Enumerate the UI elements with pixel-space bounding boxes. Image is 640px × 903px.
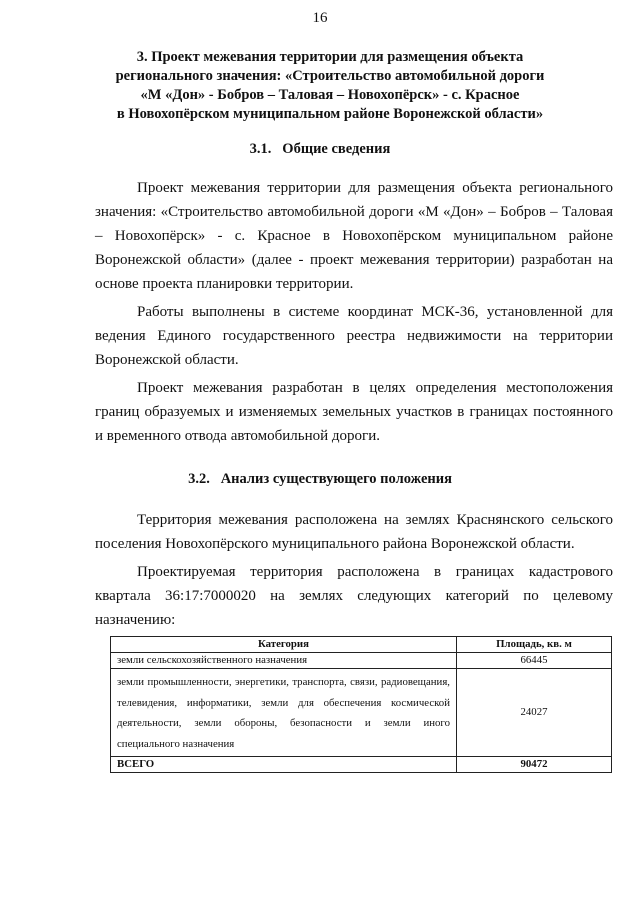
subsection-number: 3.2. [188, 471, 210, 487]
section-title-line: регионального значения: «Строительство автомобильной дороги [115, 68, 545, 84]
section-title-line: 3. Проект межевания территории для размещения объекта [136, 49, 524, 65]
table-total-label: ВСЕГО [111, 757, 457, 773]
subsection-heading-analysis [0, 470, 640, 489]
subsection-number: 3.1. [249, 141, 272, 157]
table-total-row [111, 757, 612, 773]
section-title-line: в Новохопёрском муниципальном районе Воронежской области» [116, 106, 544, 122]
table-row [111, 653, 612, 669]
land-category-table [110, 636, 612, 773]
page-number: 16 [312, 10, 328, 26]
table-cell-category: земли сельскохозяйственного назначения [111, 653, 457, 669]
paragraph: Проект межевания разработан в целях определения местоположения границ образуемых и изменяемых земельных участков в границах постоянного и временного отвода автомобильной дороги. [95, 380, 613, 444]
paragraph: Работы выполнены в системе координат МСК-36, установленной для ведения Единого государственного реестра недвижимости на территории Воронежской области. [95, 304, 613, 368]
table-cell-category: земли промышленности, энергетики, транспорта, связи, радиовещания, телевидения, информатики, земли для обеспечения космической деятельности, земли обороны, безопасности и земли иного специального назначения [111, 669, 457, 757]
subsection-title: Общие сведения [282, 141, 391, 157]
section-title-line: «М «Дон» - Бобров – Таловая – Новохопёрск» - с. Красное [140, 87, 520, 103]
table-header-area: Площадь, кв. м [457, 637, 612, 653]
section-title [100, 48, 560, 124]
table-cell-area: 24027 [457, 669, 612, 757]
paragraph: Территория межевания расположена на землях Краснянского сельского поселения Новохопёрского муниципального района Воронежской области. [95, 512, 613, 552]
table-header-category: Категория [111, 637, 457, 653]
subsection-title: Анализ существующего положения [220, 471, 452, 487]
table-total-area: 90472 [457, 757, 612, 773]
paragraph: Проектируемая территория расположена в границах кадастрового квартала 36:17:7000020 на землях следующих категорий по целевому назначению: [95, 564, 613, 628]
paragraph: Проект межевания территории для размещения объекта регионального значения: «Строительство автомобильной дороги «М «Дон» – Бобров – Таловая – Новохопёрск» - с. Красное в Новохопёрском муниципальном районе Воронежской области» (далее - проект межевания территории) разработан на основе проекта планировки территории. [95, 180, 613, 292]
subsection-heading-general [0, 140, 640, 159]
table-row [111, 669, 612, 757]
table-cell-area: 66445 [457, 653, 612, 669]
table-header-row [111, 637, 612, 653]
